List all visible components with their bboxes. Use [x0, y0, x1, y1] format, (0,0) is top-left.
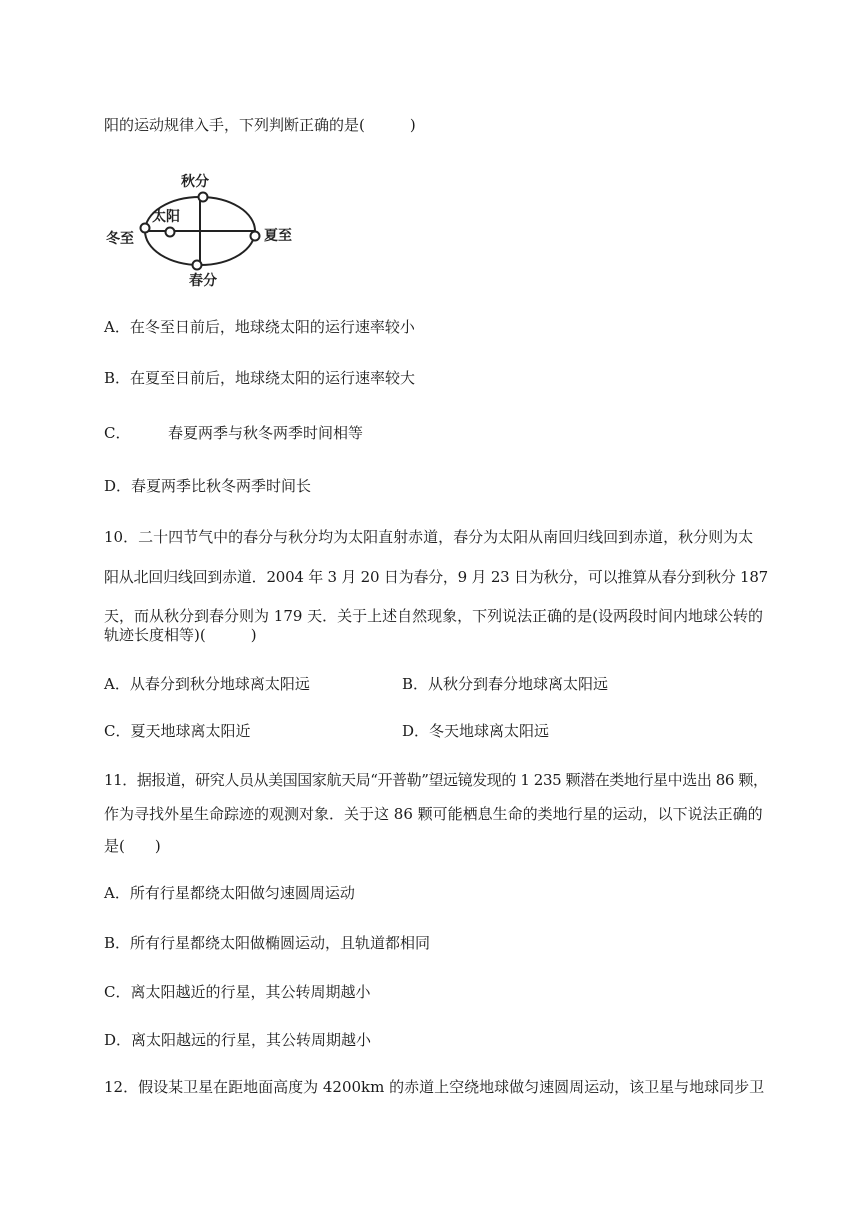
spring-equinox-position	[193, 261, 202, 270]
q9-stem-tail: 阳的运动规律入手，下列判断正确的是( )	[104, 116, 416, 134]
q11-stem-line-2: 作为寻找外星生命踪迹的观测对象．关于这 86 颗可能栖息生命的类地行星的运动，以下说法正确的	[104, 805, 763, 823]
q12-stem-line-1: 12．假设某卫星在距地面高度为 4200km 的赤道上空绕地球做匀速圆周运动，该卫星与地球同步卫	[104, 1078, 765, 1096]
q11-stem-line-1: 11．据报道，研究人员从美国国家航天局“开普勒”望远镜发现的 1 235 颗潜在类地行星中选出 86 颗，	[104, 771, 768, 789]
winter-solstice-position	[141, 224, 150, 233]
q10-option-d: D．冬天地球离太阳远	[402, 722, 550, 740]
summer-solstice-label: 夏至	[264, 228, 292, 244]
q10-option-a: A．从春分到秋分地球离太阳远	[104, 675, 310, 693]
q11-option-b: B．所有行星都绕太阳做椭圆运动，且轨道都相同	[104, 934, 431, 952]
q9-option-b: B．在夏至日前后，地球绕太阳的运行速率较大	[104, 369, 416, 387]
q10-stem-line-4: 轨迹长度相等)( )	[104, 626, 257, 644]
spring-equinox-label: 春分	[189, 273, 217, 289]
q9-option-a: A．在冬至日前后，地球绕太阳的运行速率较小	[104, 318, 415, 336]
sun-position	[166, 228, 175, 237]
q10-option-c: C．夏天地球离太阳近	[104, 722, 251, 740]
earth-orbit-diagram	[100, 168, 310, 293]
q10-stem-line-2: 阳从北回归线回到赤道．2004 年 3 月 20 日为春分，9 月 23 日为秋分，可以推算从春分到秋分 187	[104, 568, 768, 586]
q9-option-d: D．春夏两季比秋冬两季时间长	[104, 477, 312, 495]
autumn-equinox-label: 秋分	[181, 174, 209, 190]
q9-option-c: C． 春夏两季与秋冬两季时间相等	[104, 424, 363, 442]
q10-option-b: B．从秋分到春分地球离太阳远	[402, 675, 609, 693]
q10-stem-line-3: 天，而从秋分到春分则为 179 天．关于上述自然现象，下列说法正确的是(设两段时间内地球公转的	[104, 607, 764, 625]
q11-stem-line-3: 是( )	[104, 837, 161, 855]
sun-label: 太阳	[152, 209, 180, 225]
q11-option-a: A．所有行星都绕太阳做匀速圆周运动	[104, 884, 355, 902]
summer-solstice-position	[251, 232, 260, 241]
q11-option-c: C．离太阳越近的行星，其公转周期越小	[104, 983, 371, 1001]
winter-solstice-label: 冬至	[106, 231, 134, 247]
autumn-equinox-position	[199, 193, 208, 202]
q10-stem-line-1: 10．二十四节气中的春分与秋分均为太阳直射赤道，春分为太阳从南回归线回到赤道，秋分则为太	[104, 528, 754, 546]
q11-option-d: D．离太阳越远的行星，其公转周期越小	[104, 1031, 372, 1049]
